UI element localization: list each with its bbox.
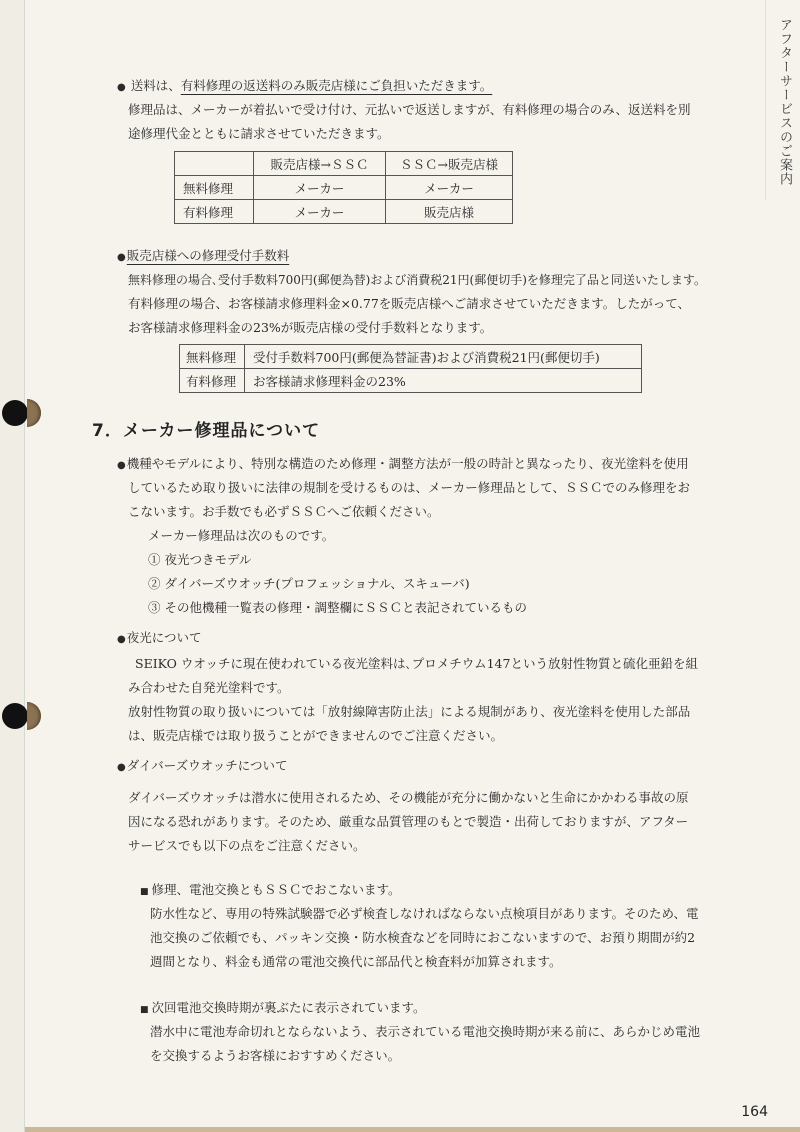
divers-line: サービスでも以下の点をご注意ください。	[128, 838, 366, 853]
table-cell: 販売店様	[386, 200, 513, 224]
list-item: ② ダイバーズウオッチ(プロフェッショナル、スキューバ)	[148, 576, 470, 591]
section7-intro-line: ● 機種やモデルにより、特別な構造のため修理・調整方法が一般の時計と異なったり、夜光塗料を使用	[117, 452, 689, 478]
fee-heading-text: 販売店様への修理受付手数料	[126, 248, 290, 263]
table-cell	[175, 152, 254, 176]
table-row-label: 無料修理	[180, 345, 245, 369]
fee-table	[179, 344, 642, 393]
table-row	[175, 200, 513, 224]
list-intro: メーカー修理品は次のものです。	[148, 528, 335, 543]
binder-strip	[0, 0, 25, 1132]
table-row-label: 有料修理	[175, 200, 254, 224]
shipping-line: 修理品は、メーカーが着払いで受け付け、元払いで返送しますが、有料修理の場合のみ、返送料を別	[128, 102, 691, 117]
table-row	[180, 369, 642, 393]
table-header: 販売店様→ＳＳＣ	[254, 152, 386, 176]
luminous-line: み合わせた自発光塗料です。	[128, 680, 290, 695]
divers-point-heading: ■ 次回電池交換時期が裏ぶたに表示されています。	[140, 996, 426, 1022]
luminous-line: 放射性物質の取り扱いについては「放射線障害防止法」による規制があり、夜光塗料を使用した部品	[128, 704, 691, 719]
list-item: ③ その他機種一覧表の修理・調整欄にＳＳＣと表記されているもの	[148, 600, 527, 615]
divers-point-line: 潜水中に電池寿命切れとならないよう、表示されている電池交換時期が来る前に、あらかじめ電池	[150, 1024, 701, 1039]
fee-heading	[117, 244, 289, 270]
divers-point-heading: ■ 修理、電池交換ともＳＳＣでおこないます。	[140, 878, 401, 904]
luminous-heading: ● 夜光について	[117, 626, 202, 652]
divers-heading: ● ダイバーズウオッチについて	[117, 754, 288, 780]
luminous-line: SEIKO ウオッチに現在使われている夜光塗料は､プロメチウム147という放射性物質と硫化亜鉛を組	[135, 656, 698, 671]
table-cell: メーカー	[254, 200, 386, 224]
section7-intro-line: こないます。お手数でも必ずＳＳＣへご依頼ください。	[128, 504, 440, 519]
table-row	[175, 176, 513, 200]
shipping-table	[174, 151, 513, 224]
page-number: 164	[741, 1104, 768, 1120]
list-item: ① 夜光つきモデル	[148, 552, 252, 567]
divers-point-line: 週間となり、料金も通常の電池交換代に部品代と検査料が加算されます。	[150, 954, 562, 969]
shipping-heading-prefix: 送料は、	[130, 78, 181, 93]
fee-line: お客様請求修理料金の23%が販売店様の受付手数料となります。	[128, 320, 493, 335]
luminous-line: は、販売店様では取り扱うことができませんのでご注意ください。	[128, 728, 504, 743]
table-cell: メーカー	[386, 176, 513, 200]
side-tab-label: アフターサービスのご案内	[777, 18, 792, 186]
shipping-heading	[117, 74, 492, 100]
divers-line: ダイバーズウオッチは潜水に使用されるため、その機能が充分に働かないと生命にかかわる事故の原	[128, 790, 689, 805]
table-header: ＳＳＣ→販売店様	[386, 152, 513, 176]
fee-line: 有料修理の場合、お客様請求修理料金×0.77を販売店様へご請求させていただきます。したがって、	[128, 296, 691, 311]
shipping-heading-underlined: 有料修理の返送料のみ販売店様にご負担いただきます。	[180, 78, 493, 93]
binder-hole-icon	[2, 703, 28, 729]
table-cell: お客様請求修理料金の23%	[245, 369, 642, 393]
table-cell: メーカー	[254, 176, 386, 200]
divers-point-line: 防水性など、専用の特殊試験器で必ず検査しなければならない点検項目があります。そのため、電	[150, 906, 699, 921]
fee-line: 無料修理の場合､受付手数料700円(郵便為替)および消費税21円(郵便切手)を修理完了品と同送いたします。	[128, 273, 706, 287]
divers-point-line: 池交換のご依頼でも、パッキン交換・防水検査などを同時におこないますので、お預り期間が約2	[150, 930, 696, 945]
table-row	[180, 345, 642, 369]
table-row	[175, 152, 513, 176]
section7-intro-line: しているため取り扱いに法律の規制を受けるものは、メーカー修理品として、ＳＳＣでのみ修理をお	[128, 480, 691, 495]
shipping-line: 途修理代金とともに請求させていただきます。	[128, 126, 390, 141]
divers-point-line: を交換するようお客様におすすめください。	[150, 1048, 401, 1063]
table-row-label: 無料修理	[175, 176, 254, 200]
table-cell: 受付手数料700円(郵便為替証書)および消費税21円(郵便切手)	[245, 345, 642, 369]
page-bottom-edge	[25, 1127, 800, 1132]
section-title: 7．メーカー修理品について	[92, 421, 321, 441]
binder-hole-icon	[2, 400, 28, 426]
table-row-label: 有料修理	[180, 369, 245, 393]
divers-line: 因になる恐れがあります。そのため、厳重な品質管理のもとで製造・出荷しておりますが、アフター	[128, 814, 689, 829]
